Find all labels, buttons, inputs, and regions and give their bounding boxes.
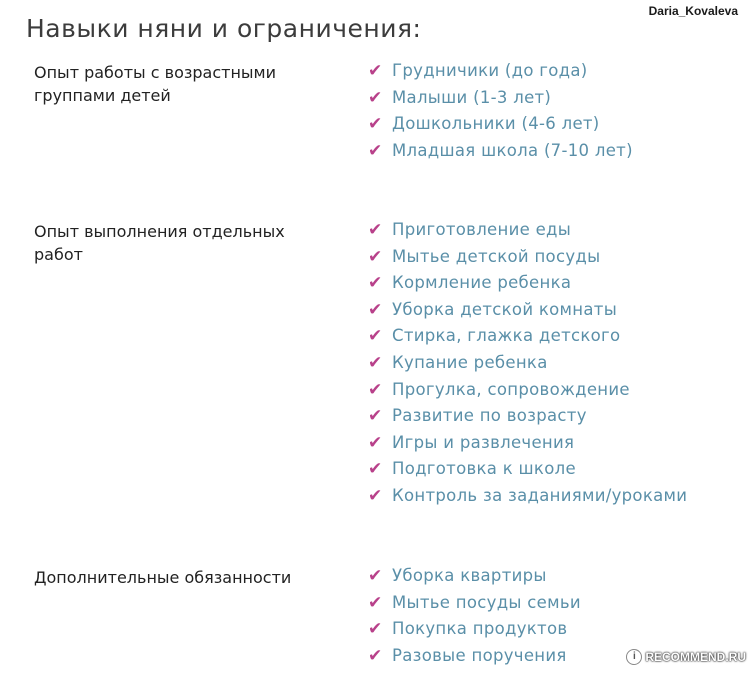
check-icon: ✔ [368, 619, 383, 640]
item-text: Малыши (1-3 лет) [392, 87, 552, 107]
item-text: Развитие по возрасту [392, 406, 587, 426]
check-icon: ✔ [368, 220, 383, 240]
check-icon: ✔ [368, 61, 383, 81]
item-text: Разовые поручения [392, 645, 567, 665]
list-item [368, 646, 581, 673]
item-text: Младшая школа (7-10 лет) [392, 140, 633, 160]
list-item [368, 486, 687, 513]
check-icon: ✔ [368, 379, 383, 400]
check-icon: ✔ [368, 273, 383, 294]
list-item [368, 326, 687, 353]
list-item [368, 406, 687, 433]
list-item [368, 61, 633, 88]
skills-list [368, 566, 581, 672]
list-item [368, 353, 687, 380]
check-icon: ✔ [368, 592, 383, 613]
list-item [368, 433, 687, 460]
check-icon: ✔ [368, 87, 383, 108]
list-item [368, 619, 581, 646]
list-item [368, 380, 687, 407]
item-text: Подготовка к школе [392, 459, 576, 479]
author-watermark: Daria_Kovaleva [648, 4, 738, 18]
list-item [368, 88, 633, 115]
list-item [368, 141, 633, 168]
list-item [368, 566, 581, 593]
item-text: Кормление ребенка [392, 273, 572, 293]
site-watermark [626, 649, 746, 665]
item-text: Дошкольники (4-6 лет) [392, 114, 600, 134]
list-item [368, 114, 633, 141]
item-text: Покупка продуктов [392, 619, 568, 639]
list-item [368, 300, 687, 327]
check-icon: ✔ [368, 299, 383, 320]
item-text: Уборка квартиры [392, 566, 547, 585]
list-item [368, 459, 687, 486]
check-icon: ✔ [368, 485, 383, 506]
item-text: Мытье посуды семьи [392, 592, 581, 612]
section-label: Опыт работы с возрастными группами детей [34, 63, 276, 105]
check-icon: ✔ [368, 352, 383, 373]
item-text: Купание ребенка [392, 352, 548, 372]
item-text: Уборка детской комнаты [392, 299, 618, 319]
check-icon: ✔ [368, 326, 383, 347]
check-icon: ✔ [368, 645, 383, 666]
list-item [368, 247, 687, 274]
item-text: Контроль за заданиями/уроками [392, 485, 688, 505]
list-item [368, 593, 581, 620]
check-icon: ✔ [368, 566, 383, 586]
check-icon: ✔ [368, 406, 383, 427]
skills-list [368, 61, 633, 167]
check-icon: ✔ [368, 432, 383, 453]
page-title: Навыки няни и ограничения: [26, 14, 422, 43]
item-text: Прогулка, сопровождение [392, 379, 630, 399]
section-label: Опыт выполнения отдельных работ [34, 222, 285, 264]
item-text: Приготовление еды [392, 220, 572, 239]
check-icon: ✔ [368, 246, 383, 267]
check-icon: ✔ [368, 114, 383, 135]
section-label: Дополнительные обязанности [34, 568, 292, 587]
check-icon: ✔ [368, 459, 383, 480]
item-text: Мытье детской посуды [392, 246, 601, 266]
watermark-text: RECOMMEND.RU [645, 650, 746, 664]
item-text: Игры и развлечения [392, 432, 575, 452]
recommend-logo-icon: i [626, 649, 642, 665]
item-text: Грудничики (до года) [392, 61, 588, 80]
skills-list [368, 220, 687, 513]
check-icon: ✔ [368, 140, 383, 161]
list-item [368, 220, 687, 247]
list-item [368, 273, 687, 300]
item-text: Стирка, глажка детского [392, 326, 621, 346]
